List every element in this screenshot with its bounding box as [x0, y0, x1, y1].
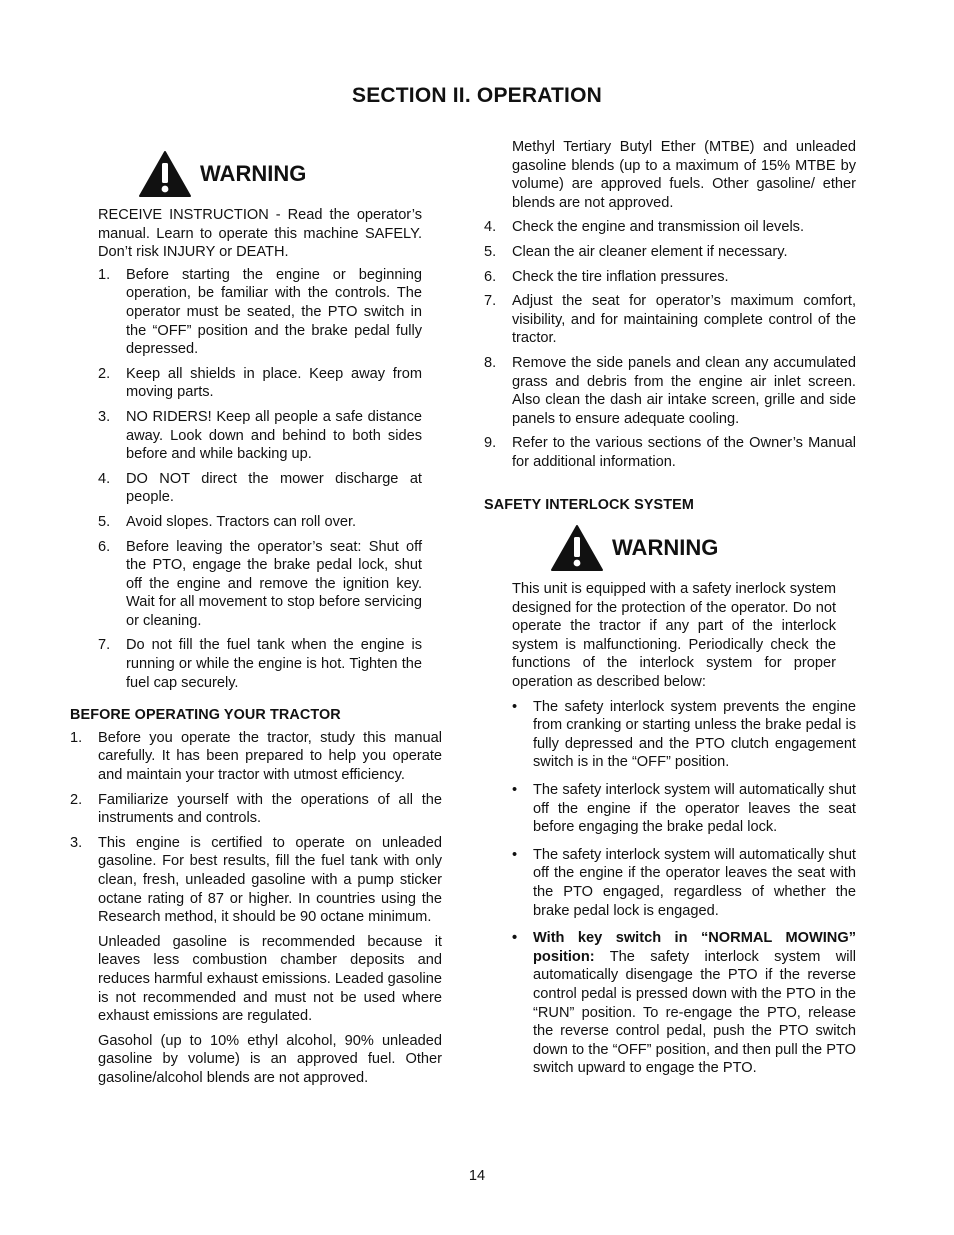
list-item: • With key switch in “NORMAL MOWING” position: The safety interlock system will automatically disengage the PTO if the reverse control pedal is pressed down with the PTO in the “RUN” position. To re-engage the PTO, release the reverse control pedal, push the PTO switch down to the “OFF” position, and then pull the PTO switch upward to engage the PTO.	[512, 930, 856, 1077]
normal-mowing-text: The safety interlock system will automatically disengage the PTO if the reverse control pedal is pressed down with the PTO in the “RUN” position. To re-engage the PTO, release the reverse control pedal, push the PTO switch down to the “OFF” position, and then pull the PTO switch upward to engage the PTO.	[533, 948, 856, 1077]
list-item: 6. Check the tire inflation pressures.	[484, 268, 729, 285]
warning-label: WARNING	[200, 160, 307, 186]
interlock-intro-block	[512, 580, 836, 692]
list-item: 1. Before you operate the tractor, study this manual carefully. It has been prepared to help you operate and maintain your tractor with utmost efficiency.	[70, 729, 442, 784]
list-item: 2. Keep all shields in place. Keep away from moving parts.	[98, 365, 422, 401]
list-item: 3. NO RIDERS! Keep all people a safe distance away. Look down and behind to both sides before and while backing up.	[98, 408, 422, 463]
right-column	[484, 138, 856, 1087]
warning-list	[98, 266, 422, 692]
list-item: • The safety interlock system prevents the engine from cranking or starting unless the brake pedal is fully depressed and the PTO clutch engagement switch is in the “OFF” position.	[512, 698, 856, 771]
warning-triangle-icon	[138, 150, 192, 198]
before-operating-heading: BEFORE OPERATING YOUR TRACTOR	[70, 707, 341, 724]
section-title: SECTION II. OPERATION	[352, 84, 602, 107]
mtbe-block	[512, 138, 856, 212]
warning-block	[98, 206, 422, 692]
safety-interlock-heading: SAFETY INTERLOCK SYSTEM	[484, 496, 694, 513]
list-item: 2. Familiarize yourself with the operations of all the instruments and controls.	[70, 791, 442, 827]
warning-label: WARNING	[612, 534, 719, 560]
interlock-warning-heading	[550, 524, 856, 572]
page-number: 14	[468, 1168, 486, 1184]
before-operating-list	[70, 729, 442, 927]
list-item: 7. Do not fill the fuel tank when the engine is running or while the engine is hot. Tighten the fuel cap securely.	[98, 637, 422, 691]
normal-mowing-label: With key switch in “NORMAL MOWING” position:	[533, 930, 856, 965]
list-item: 4. DO NOT direct the mower discharge at people.	[98, 470, 422, 506]
left-column	[70, 150, 442, 1094]
interlock-bullets	[512, 698, 856, 1078]
list-item: 3. This engine is certified to operate on unleaded gasoline. For best results, fill the fuel tank with only clean, fresh, unleaded gasoline with a pump sticker octane rating of 87 or higher. In countries using the Research method, it should be 90 octane minimum.	[70, 834, 442, 926]
before-operating-list-continued	[484, 218, 856, 471]
fuel-paragraphs	[98, 933, 442, 1088]
list-item: 8. Remove the side panels and clean any accumulated grass and debris from the engine air inlet screen. Also clean the dash air intake screen, grille and side panels to ensure adequate cooling.	[484, 354, 856, 427]
gasohol-paragraph: Gasohol (up to 10% ethyl alcohol, 90% unleaded gasoline by volume) is an approved fuel. Other gasoline/alcohol blends are not approved.	[98, 1032, 442, 1086]
list-item: 1. Before starting the engine or beginning operation, be familiar with the controls. The operator must be seated, the PTO switch in the “OFF” position and the brake pedal fully depressed.	[98, 266, 422, 358]
list-item: 9. Refer to the various sections of the Owner’s Manual for additional information.	[484, 435, 856, 470]
mtbe-paragraph: Methyl Tertiary Butyl Ether (MTBE) and unleaded gasoline blends (up to a maximum of 15% MTBE by volume) are approved fuels. Other gasoline/ ether blends are not approved.	[512, 139, 856, 211]
list-item: 4. Check the engine and transmission oil levels.	[484, 219, 805, 236]
warning-intro: RECEIVE INSTRUCTION - Read the operator’s manual. Learn to operate this machine SAFELY. Don’t risk INJURY or DEATH.	[98, 207, 422, 261]
list-item: 6. Before leaving the operator’s seat: Shut off the PTO, engage the brake pedal lock, shut off the engine and remove the ignition key. Wait for all movement to stop before servicing or cleaning.	[98, 538, 422, 629]
list-item: 7. Adjust the seat for operator’s maximum comfort, visibility, and for maintaining complete control of the tractor.	[484, 293, 856, 347]
warning-heading	[138, 150, 442, 198]
list-item: • The safety interlock system will automatically shut off the engine if the operator leaves the seat before engaging the brake pedal lock.	[512, 782, 856, 836]
list-item: 5. Avoid slopes. Tractors can roll over.	[98, 513, 357, 530]
unleaded-paragraph: Unleaded gasoline is recommended because it leaves less combustion chamber deposits and reduces harmful exhaust emissions. Leaded gasoline is not recommended and must not be used where exhaust emissions are regulated.	[98, 933, 442, 1025]
warning-triangle-icon	[550, 524, 604, 572]
list-item: 5. Clean the air cleaner element if necessary.	[484, 243, 788, 260]
list-item: • The safety interlock system will automatically shut off the engine if the operator leaves the seat with the PTO engaged, regardless of whether the brake pedal lock is engaged.	[512, 846, 856, 919]
interlock-intro: This unit is equipped with a safety inerlock system designed for the protection of the operator. Do not operate the tractor if any part of the interlock system is malfunctioning. Periodically check the functions of the interlock system for proper operation as described below:	[512, 581, 836, 691]
